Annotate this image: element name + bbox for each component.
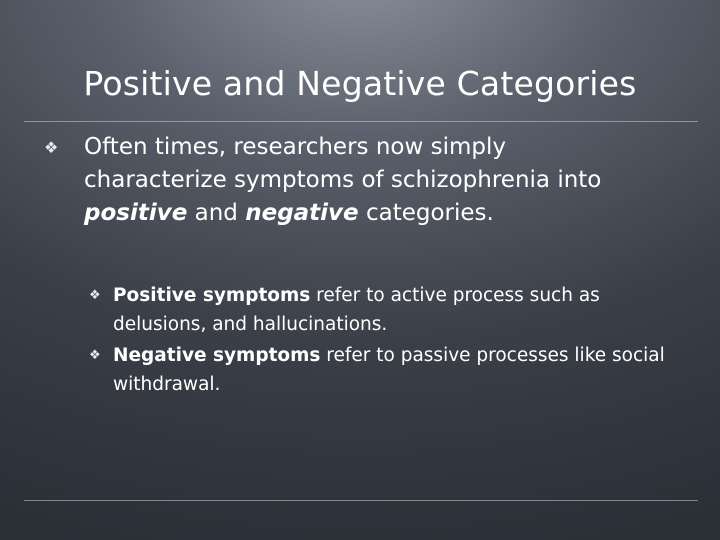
bullet-main bbox=[44, 131, 604, 230]
bullet-main-text-1: Often times, researchers now simply characterize symptoms of schizophrenia into bbox=[84, 134, 602, 193]
footer-divider bbox=[24, 500, 698, 501]
bullet-positive-text: refer to active process such as delusions, and hallucinations. bbox=[113, 285, 600, 335]
bullet-main-text-2: and bbox=[187, 200, 246, 226]
title-divider bbox=[24, 121, 698, 122]
bullet-negative-bold: Negative symptoms bbox=[113, 345, 321, 366]
bullet-negative-symptoms bbox=[89, 341, 673, 399]
bullet-main-emphasis-negative: negative bbox=[245, 200, 359, 226]
bullet-positive-bold: Positive symptoms bbox=[113, 285, 311, 306]
bullet-glyph-icon: ❖ bbox=[44, 138, 59, 157]
bullet-positive-symptoms bbox=[89, 281, 673, 339]
bullet-glyph-icon: ❖ bbox=[89, 348, 101, 363]
bullet-glyph-icon: ❖ bbox=[89, 288, 101, 303]
slide-title: Positive and Negative Categories bbox=[83, 64, 637, 103]
bullet-main-text-3: categories. bbox=[358, 200, 494, 226]
bullet-main-emphasis-positive: positive bbox=[84, 200, 188, 226]
bullet-negative-text: refer to passive processes like social withdrawal. bbox=[113, 345, 665, 395]
